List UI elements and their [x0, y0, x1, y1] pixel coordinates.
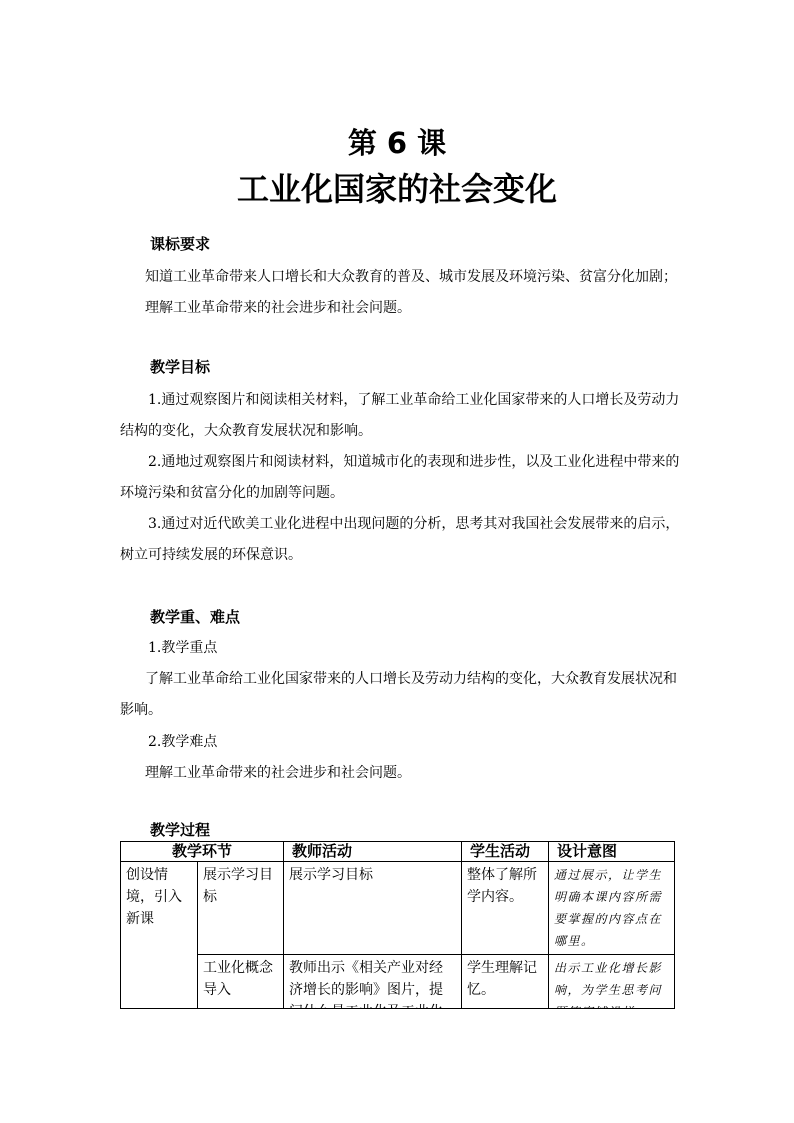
- keypoints-line: 2.教学难点: [148, 734, 218, 750]
- table-header-row: [121, 842, 675, 862]
- step-cell: 工业化概念导入: [198, 955, 284, 1048]
- stage-cell: 创设情境，引入新课: [121, 862, 198, 1048]
- keypoints-line: 1.教学重点: [148, 640, 218, 656]
- lesson-number-title: 第 6 课: [347, 126, 447, 160]
- goals-line: 3.通过对近代欧美工业化进程中出现问题的分析，思考其对我国社会发展带来的启示，: [148, 516, 680, 532]
- teacher-cell: 教师出示《相关产业对经济增长的影响》图片，提: [284, 955, 462, 1048]
- intent-cell: 出示工业化增长影响，为学生思考问: [549, 955, 675, 1048]
- lesson-title: 工业化国家的社会变化: [236, 170, 557, 208]
- keypoints-line: 了解工业革命给工业化国家带来的人口增长及劳动力结构的变化，大众教育发展状况和: [145, 671, 677, 687]
- table-row: [121, 862, 675, 955]
- step-cell: 展示学习目标: [198, 862, 284, 955]
- intent-cell: 通过展示，让学生明确本课内容所需要掌握的内容点在哪里。: [549, 862, 675, 955]
- page-bottom-mask: [120, 1008, 676, 1123]
- curriculum-line: 知道工业革命带来人口增长和大众教育的普及、城市发展及环境污染、贫富分化加剧；: [145, 269, 677, 285]
- table-bottom-border: [120, 1008, 675, 1009]
- keypoints-heading: 教学重、难点: [150, 608, 241, 626]
- keypoints-line: 理解工业革命带来的社会进步和社会问题。: [145, 765, 411, 781]
- goals-line: 1.通过观察图片和阅读相关材料，了解工业革命给工业化国家带来的人口增长及劳动力: [148, 392, 680, 408]
- goals-line: 结构的变化，大众教育发展状况和影响。: [120, 423, 372, 439]
- student-cell: 整体了解所学内容。: [462, 862, 549, 955]
- keypoints-line: 影响。: [120, 702, 162, 718]
- header-student: 学生活动: [462, 842, 549, 862]
- process-heading: 教学过程: [150, 821, 211, 839]
- header-stage: 教学环节: [121, 842, 284, 862]
- goals-line: 2.通地过观察图片和阅读材料，知道城市化的表现和进步性，以及工业化进程中带来的: [148, 454, 680, 470]
- teacher-cell: 展示学习目标: [284, 862, 462, 955]
- goals-line: 环境污染和贫富分化的加剧等问题。: [120, 485, 344, 501]
- student-cell: 学生理解记忆。: [462, 955, 549, 1048]
- goals-line: 树立可持续发展的环保意识。: [120, 547, 302, 563]
- goals-heading: 教学目标: [150, 358, 211, 376]
- header-intent: 设计意图: [549, 842, 675, 862]
- curriculum-heading: 课标要求: [150, 235, 211, 253]
- curriculum-line: 理解工业革命带来的社会进步和社会问题。: [145, 300, 411, 316]
- header-teacher: 教师活动: [284, 842, 462, 862]
